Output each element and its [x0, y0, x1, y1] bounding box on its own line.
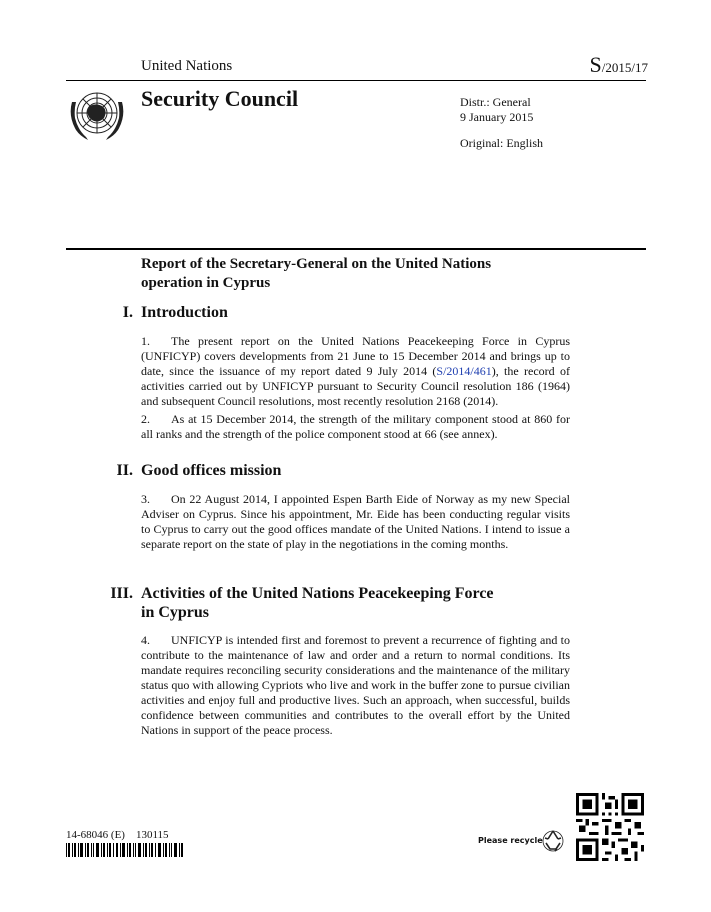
paragraph-number: 1.: [141, 334, 150, 348]
report-title-line-2: operation in Cyprus: [141, 275, 271, 291]
header-rule: [66, 80, 646, 81]
paragraph-3: [141, 492, 570, 552]
job-number: 14-68046 (E) 130115: [66, 829, 169, 841]
paragraph-text: As at 15 December 2014, the strength of the military component stood at 860 for all ranks and the strength of the police component stood at 66 (see annex).: [141, 412, 570, 441]
paragraph-number: 2.: [141, 412, 150, 426]
barcode-icon: [66, 843, 184, 857]
paragraph-text: UNFICYP is intended first and foremost to prevent a recurrence of fighting and to contribute to the maintenance of law and order and a return to normal conditions. Its mandate requires reconciling security considerations and the maintenance of the military status quo with allowing Cypriots who live and work in the buffer zone to pursue civilian activities and enjoy full and productive lives. Such an approach, when successful, builds confidence between communities and contributes to the overall effort by the United Nations in support of the peace process.: [141, 633, 570, 737]
section-number: I.: [122, 304, 133, 321]
paragraph-text: On 22 August 2014, I appointed Espen Barth Eide of Norway as my new Special Adviser on Cyprus. Since his appointment, Mr. Eide has been conducting regular visits to Cyprus to carry out the good offices mandate of the United Nations. I intend to issue a separate report on the state of play in the negotiations in the coming months.: [141, 492, 570, 551]
symbol-number: /2015/17: [601, 60, 648, 75]
section-heading-good-offices: [93, 461, 573, 481]
section-number: II.: [116, 462, 133, 479]
section-title: Introduction: [141, 304, 228, 321]
issue-date: 9 January 2015: [460, 110, 534, 124]
section-number: III.: [110, 585, 133, 602]
document-symbol: [590, 52, 648, 78]
title-rule: [66, 248, 646, 250]
paragraph-text: The present report on the United Nations Peacekeeping Force in Cyprus (UNFICYP) covers developments from 21 June to 15 December 2014 and brings up to date, since the issuance of my report dated 9 July 2014 (: [141, 334, 570, 378]
section-title: Good offices mission: [141, 462, 282, 479]
un-emblem-icon: [66, 84, 128, 146]
report-title: [141, 255, 561, 293]
distribution: Distr.: General: [460, 95, 531, 109]
section-title: [141, 584, 541, 622]
qr-code-icon: [576, 793, 644, 861]
section-title-line-1: Activities of the United Nations Peacekeeping Force: [141, 585, 494, 602]
council-title: Security Council: [141, 86, 299, 111]
document-link[interactable]: S/2014/461: [436, 364, 492, 378]
paragraph-number: 4.: [141, 633, 150, 647]
paragraph-2: [141, 412, 570, 442]
symbol-letter: S: [589, 52, 602, 77]
paragraph-text: ), the record of activities carried out by UNFICYP pursuant to Security Council resolution 186 (1964) and subsequent Council resolutions, most recently resolution 2168 (2014).: [141, 364, 570, 408]
report-title-line-1: Report of the Secretary-General on the United Nations: [141, 256, 492, 272]
recycle-text: Please recycle: [478, 836, 543, 845]
paragraph-1: [141, 334, 570, 409]
paragraph-4: [141, 633, 570, 738]
distribution-info: [460, 95, 533, 125]
recycle-icon: [541, 828, 565, 852]
paragraph-number: 3.: [141, 492, 150, 506]
section-title-line-2: in Cyprus: [141, 604, 210, 621]
section-heading-activities: [93, 584, 573, 624]
organization-name: United Nations: [141, 58, 233, 74]
section-heading-introduction: [93, 303, 573, 323]
original-language: Original: English: [460, 136, 543, 150]
